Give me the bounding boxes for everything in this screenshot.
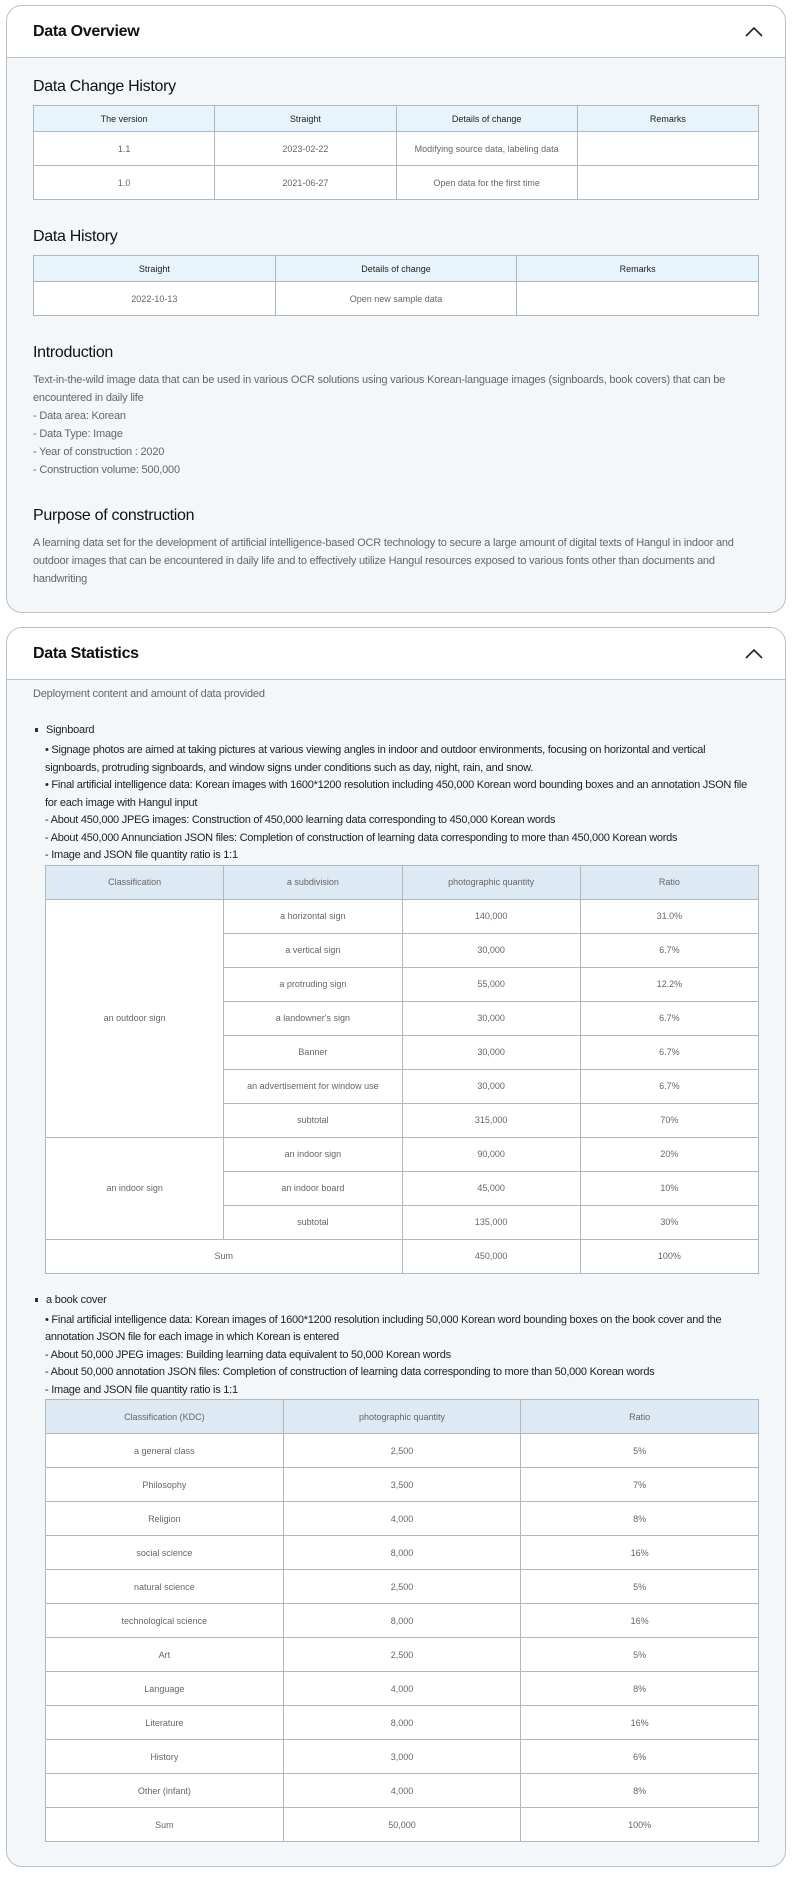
classification-cell: Philosophy — [46, 1468, 284, 1502]
table-row — [46, 899, 759, 933]
classification-cell: Other (infant) — [46, 1774, 284, 1808]
change-history-title: Data Change History — [33, 78, 176, 95]
signboard-label: Signboard — [46, 724, 95, 736]
book-cover-label: a book cover — [46, 1293, 107, 1306]
ratio-cell: 8% — [521, 1672, 759, 1706]
classification-cell: Literature — [46, 1706, 284, 1740]
classification-cell: technological science — [46, 1604, 284, 1638]
introduction-line: - Year of construction : 2020 — [33, 446, 165, 458]
ratio-cell: 100% — [521, 1808, 759, 1842]
details-cell: Modifying source data, labeling data — [396, 132, 577, 166]
signboard-description — [33, 742, 759, 865]
sum-row — [46, 1808, 759, 1842]
quantity-cell: 90,000 — [402, 1137, 580, 1171]
date-cell: 2021-06-27 — [215, 166, 396, 200]
subdivision-cell: an advertisement for window use — [224, 1069, 402, 1103]
book-cover-heading — [33, 1294, 759, 1306]
table-row — [46, 1638, 759, 1672]
ratio-cell: 6% — [521, 1740, 759, 1774]
classification-cell: Language — [46, 1672, 284, 1706]
sum-row — [46, 1239, 759, 1273]
introduction-line: - Data area: Korean — [33, 410, 126, 422]
quantity-cell: 30,000 — [402, 1035, 580, 1069]
quantity-cell: 45,000 — [402, 1171, 580, 1205]
data-statistics-body — [7, 680, 785, 1866]
table-row — [46, 1604, 759, 1638]
quantity-cell: 50,000 — [283, 1808, 521, 1842]
ratio-cell: 7% — [521, 1468, 759, 1502]
column-header: Remarks — [517, 256, 759, 282]
sum-label-cell: Sum — [46, 1239, 403, 1273]
ratio-cell: 20% — [580, 1137, 758, 1171]
quantity-cell: 30,000 — [402, 1069, 580, 1103]
classification-cell: Art — [46, 1638, 284, 1672]
quantity-cell: 2,500 — [283, 1570, 521, 1604]
subdivision-cell: Banner — [224, 1035, 402, 1069]
ratio-cell: 12.2% — [580, 967, 758, 1001]
table-row — [46, 1536, 759, 1570]
column-header: Remarks — [577, 106, 758, 132]
group-cell: an outdoor sign — [46, 899, 224, 1137]
quantity-cell: 2,500 — [283, 1638, 521, 1672]
description-line: • Signage photos are aimed at taking pictures at various viewing angles in indoor and outdoor environments, focusing on horizontal and vertical signboards, protruding signboards, and window signs under conditions such as day, night, rain, and snow. — [45, 744, 706, 774]
column-header: Classification — [46, 865, 224, 899]
subdivision-cell: an indoor sign — [224, 1137, 402, 1171]
column-header: Ratio — [580, 865, 758, 899]
purpose-text: A learning data set for the development of artificial intelligence-based OCR technology to secure a large amount of digital texts of Hangul in indoor and outdoor images that can be encountered in daily life and to effectively utilize Hangul resources exposed to various fonts other than documents and handwriting — [33, 537, 734, 585]
column-header: photographic quantity — [402, 865, 580, 899]
table-row — [46, 1434, 759, 1468]
table-row — [46, 1502, 759, 1536]
ratio-cell: 6.7% — [580, 933, 758, 967]
ratio-cell: 16% — [521, 1604, 759, 1638]
ratio-cell: 100% — [580, 1239, 758, 1273]
purpose-title: Purpose of construction — [33, 507, 195, 524]
table-row — [46, 1468, 759, 1502]
quantity-cell: 3,500 — [283, 1468, 521, 1502]
description-line: - Image and JSON file quantity ratio is 1:1 — [45, 849, 238, 861]
quantity-cell: 8,000 — [283, 1536, 521, 1570]
book-cover-table — [45, 1399, 759, 1842]
data-statistics-title: Data Statistics — [33, 644, 139, 662]
signboard-heading — [33, 724, 759, 736]
ratio-cell: 5% — [521, 1570, 759, 1604]
quantity-cell: 8,000 — [283, 1604, 521, 1638]
chevron-up-icon[interactable] — [743, 643, 765, 665]
table-header-row — [46, 1400, 759, 1434]
book-cover-description — [33, 1312, 759, 1400]
column-header: Classification (KDC) — [46, 1400, 284, 1434]
table-row — [46, 1706, 759, 1740]
remarks-cell — [577, 132, 758, 166]
introduction-text — [33, 371, 759, 479]
table-header-row — [46, 865, 759, 899]
bullet-icon — [35, 1298, 38, 1302]
data-history-title: Data History — [33, 228, 118, 245]
table-row — [34, 166, 759, 200]
subdivision-cell: subtotal — [224, 1103, 402, 1137]
quantity-cell: 4,000 — [283, 1672, 521, 1706]
introduction-line: - Construction volume: 500,000 — [33, 464, 180, 476]
ratio-cell: 16% — [521, 1536, 759, 1570]
change-history-table — [33, 105, 759, 200]
ratio-cell: 6.7% — [580, 1069, 758, 1103]
statistics-subtitle: Deployment content and amount of data provided — [33, 688, 265, 700]
quantity-cell: 8,000 — [283, 1706, 521, 1740]
table-row — [34, 282, 759, 316]
column-header: Straight — [34, 256, 276, 282]
data-overview-card — [6, 5, 786, 613]
classification-cell: Sum — [46, 1808, 284, 1842]
table-row — [46, 1774, 759, 1808]
quantity-cell: 450,000 — [402, 1239, 580, 1273]
classification-cell: natural science — [46, 1570, 284, 1604]
subdivision-cell: a protruding sign — [224, 967, 402, 1001]
description-line: - About 50,000 JPEG images: Building learning data equivalent to 50,000 Korean words — [45, 1348, 451, 1361]
description-line: - About 450,000 JPEG images: Construction of 450,000 learning data corresponding to 450,000 Korean words — [45, 814, 556, 826]
version-cell: 1.0 — [34, 166, 215, 200]
classification-cell: Religion — [46, 1502, 284, 1536]
details-cell: Open new sample data — [275, 282, 517, 316]
data-statistics-header[interactable] — [7, 628, 785, 680]
column-header: Straight — [215, 106, 396, 132]
column-header: photographic quantity — [283, 1400, 521, 1434]
subdivision-cell: an indoor board — [224, 1171, 402, 1205]
date-cell: 2023-02-22 — [215, 132, 396, 166]
ratio-cell: 10% — [580, 1171, 758, 1205]
table-row — [46, 1740, 759, 1774]
column-header: Details of change — [275, 256, 517, 282]
column-header: a subdivision — [224, 865, 402, 899]
group-cell: an indoor sign — [46, 1137, 224, 1239]
quantity-cell: 4,000 — [283, 1774, 521, 1808]
classification-cell: a general class — [46, 1434, 284, 1468]
remarks-cell — [517, 282, 759, 316]
table-row — [46, 1672, 759, 1706]
quantity-cell: 30,000 — [402, 1001, 580, 1035]
ratio-cell: 30% — [580, 1205, 758, 1239]
data-overview-title: Data Overview — [33, 22, 140, 40]
ratio-cell: 8% — [521, 1774, 759, 1808]
introduction-line: - Data Type: Image — [33, 428, 123, 440]
description-line: • Final artificial intelligence data: Korean images with 1600*1200 resolution including 450,000 Korean word bounding boxes and an annotation JSON file for each image with Hangul input — [45, 779, 747, 809]
data-overview-body — [7, 58, 785, 612]
column-header: Details of change — [396, 106, 577, 132]
quantity-cell: 3,000 — [283, 1740, 521, 1774]
ratio-cell: 6.7% — [580, 1001, 758, 1035]
data-statistics-card — [6, 627, 786, 1867]
table-row — [34, 132, 759, 166]
ratio-cell: 16% — [521, 1706, 759, 1740]
quantity-cell: 30,000 — [402, 933, 580, 967]
version-cell: 1.1 — [34, 132, 215, 166]
classification-cell: History — [46, 1740, 284, 1774]
subdivision-cell: subtotal — [224, 1205, 402, 1239]
introduction-title: Introduction — [33, 344, 114, 361]
description-line: - Image and JSON file quantity ratio is 1:1 — [45, 1383, 238, 1396]
table-row — [46, 1570, 759, 1604]
description-line: • Final artificial intelligence data: Korean images of 1600*1200 resolution including 50,000 Korean word bounding boxes on the book cover and the annotation JSON file for each image in which Korean is entered — [45, 1313, 722, 1343]
table-header-row — [34, 106, 759, 132]
remarks-cell — [577, 166, 758, 200]
ratio-cell: 70% — [580, 1103, 758, 1137]
column-header: The version — [34, 106, 215, 132]
ratio-cell: 6.7% — [580, 1035, 758, 1069]
ratio-cell: 8% — [521, 1502, 759, 1536]
description-line: - About 450,000 Annunciation JSON files: Completion of construction of learning data corresponding to more than 450,000 Korean words — [45, 831, 678, 844]
column-header: Ratio — [521, 1400, 759, 1434]
table-row — [46, 1137, 759, 1171]
bullet-icon — [35, 728, 38, 732]
ratio-cell: 5% — [521, 1638, 759, 1672]
signboard-table — [45, 865, 759, 1274]
date-cell: 2022-10-13 — [34, 282, 276, 316]
table-header-row — [34, 256, 759, 282]
quantity-cell: 135,000 — [402, 1205, 580, 1239]
subdivision-cell: a landowner's sign — [224, 1001, 402, 1035]
ratio-cell: 5% — [521, 1434, 759, 1468]
description-line: - About 50,000 annotation JSON files: Completion of construction of learning data corresponding to more than 50,000 Korean words — [45, 1366, 655, 1378]
details-cell: Open data for the first time — [396, 166, 577, 200]
quantity-cell: 55,000 — [402, 967, 580, 1001]
data-overview-header[interactable] — [7, 6, 785, 58]
quantity-cell: 2,500 — [283, 1434, 521, 1468]
chevron-up-icon[interactable] — [743, 21, 765, 43]
introduction-line: Text-in-the-wild image data that can be used in various OCR solutions using various Korean-language images (signboards, book covers) that can be encountered in daily life — [33, 374, 726, 404]
ratio-cell: 31.0% — [580, 899, 758, 933]
subdivision-cell: a horizontal sign — [224, 899, 402, 933]
quantity-cell: 140,000 — [402, 899, 580, 933]
quantity-cell: 315,000 — [402, 1103, 580, 1137]
classification-cell: social science — [46, 1536, 284, 1570]
quantity-cell: 4,000 — [283, 1502, 521, 1536]
data-history-table — [33, 255, 759, 316]
subdivision-cell: a vertical sign — [224, 933, 402, 967]
